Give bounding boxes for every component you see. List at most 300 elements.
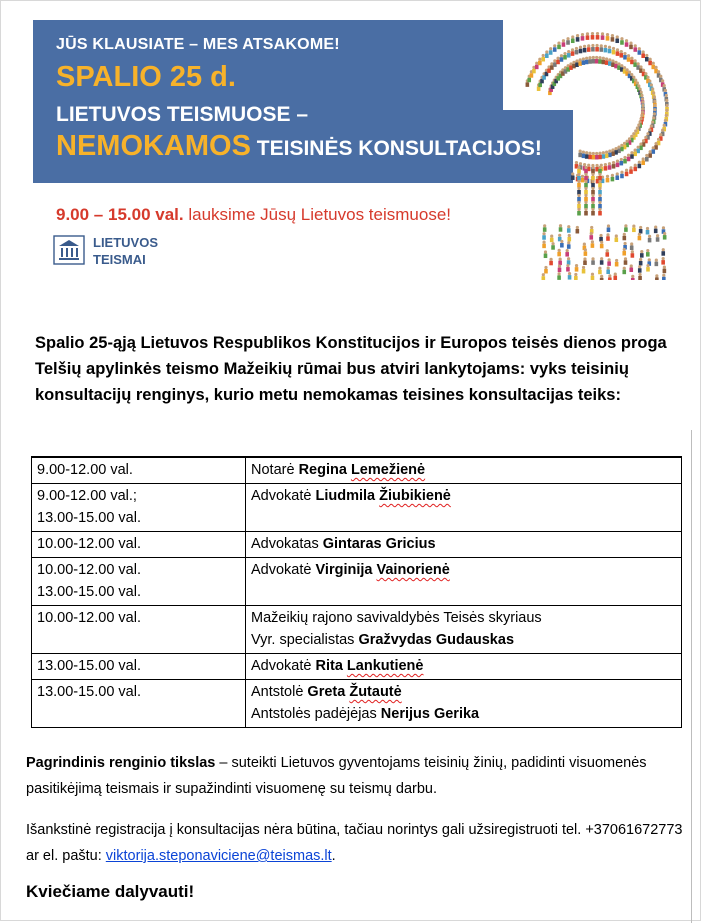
crowd-person-body <box>633 167 637 172</box>
crowd-person-head <box>605 150 608 153</box>
time-cell <box>32 484 246 532</box>
crowd-person-head <box>535 62 538 65</box>
crowd-person-body <box>629 267 633 272</box>
crowd-person-head <box>608 58 611 61</box>
crowd-person-head <box>571 172 574 175</box>
crowd-person-body <box>641 161 645 166</box>
banner-date: SPALIO 25 d. <box>56 61 236 93</box>
crowd-person-body <box>591 169 595 174</box>
crowd-person-head <box>563 52 566 55</box>
crowd-person-body <box>571 51 575 56</box>
crowd-person-head <box>612 161 615 164</box>
crowd-person-head <box>639 120 642 123</box>
crowd-person-head <box>630 151 633 154</box>
crowd-person-head <box>641 104 644 107</box>
crowd-person-body <box>583 48 587 53</box>
crowd-person-body <box>600 278 604 280</box>
crowd-person-head <box>567 241 570 244</box>
crowd-person-head <box>662 248 665 251</box>
crowd-person-head <box>657 70 660 73</box>
crowd-person-body <box>556 60 560 65</box>
table-row <box>32 558 682 606</box>
crowd-person-head <box>611 148 614 151</box>
crowd-person-head <box>608 162 611 165</box>
crowd-person-head <box>637 146 640 149</box>
crowd-person-body <box>551 245 555 250</box>
consultant-name-2: Gražvydas Gudauskas <box>358 632 515 648</box>
crowd-person-head <box>608 258 611 261</box>
crowd-person-body <box>598 190 602 195</box>
crowd-person-body <box>630 245 634 250</box>
consultant-line-1 <box>251 559 676 581</box>
crowd-person-body <box>581 178 585 183</box>
crowd-person-body <box>608 165 612 170</box>
crowd-person-head <box>601 32 604 35</box>
banner-free-consultations <box>56 130 542 163</box>
crowd-person-head <box>544 266 547 269</box>
crowd-person-head <box>663 84 666 87</box>
crowd-person-head <box>577 166 580 169</box>
crowd-person-head <box>645 54 648 57</box>
crowd-person-head <box>652 146 655 149</box>
crowd-person-body <box>563 55 567 60</box>
crowd-person-body <box>655 262 659 267</box>
crowd-person-body <box>591 211 595 216</box>
crowd-person-body <box>526 82 530 87</box>
crowd-person-head <box>654 142 657 145</box>
crowd-person-head <box>575 161 578 164</box>
crowd-person-body <box>557 252 561 257</box>
crowd-person-head <box>620 37 623 40</box>
time-cell <box>32 606 246 654</box>
crowd-person-head <box>648 258 651 261</box>
crowd-person-head <box>641 111 644 114</box>
crowd-person-head <box>606 33 609 36</box>
crowd-person-head <box>606 249 609 252</box>
consultant-cell <box>246 484 682 532</box>
logo-line2: TEISMAI <box>93 252 146 267</box>
crowd-person-head <box>638 161 641 164</box>
crowd-person-body <box>560 57 564 62</box>
crowd-person-head <box>624 257 627 260</box>
crowd-person-body <box>638 276 642 280</box>
crowd-person-body <box>620 174 624 179</box>
crowd-person-head <box>665 104 668 107</box>
crowd-person-head <box>632 76 635 79</box>
crowd-person-head <box>558 249 561 252</box>
time-line-1: 10.00-12.00 val. <box>37 536 141 552</box>
crowd-person-head <box>653 112 656 115</box>
crowd-person-body <box>640 253 644 258</box>
consultant-name-2: Nerijus Gerika <box>380 706 480 722</box>
crowd-person-body <box>620 161 624 166</box>
crowd-person-body <box>576 37 580 42</box>
crowd-person-body <box>611 62 615 67</box>
crowd-person-head <box>595 164 598 167</box>
crowd-person-head <box>542 232 545 235</box>
crowd-person-body <box>527 78 531 83</box>
crowd-person-head <box>659 75 662 78</box>
crowd-person-head <box>617 62 620 65</box>
crowd-person-body <box>579 49 583 54</box>
crowd-person-head <box>544 250 547 253</box>
time-cell <box>32 654 246 680</box>
crowd-person-head <box>648 128 651 131</box>
crowd-person-head <box>611 174 614 177</box>
crowd-person-body <box>616 163 620 168</box>
crowd-person-head <box>617 145 620 148</box>
crowd-person-body <box>550 238 554 243</box>
crowd-person-body <box>616 51 620 56</box>
crowd-person-body <box>654 145 658 150</box>
crowd-person-body <box>559 227 563 232</box>
consultant-role: Advokatė <box>251 562 316 578</box>
crowd-person-body <box>638 164 642 169</box>
crowd-person-body <box>530 73 534 78</box>
crowd-person-head <box>625 39 628 42</box>
crowd-person-body <box>632 228 636 233</box>
crowd-person-body <box>608 153 612 158</box>
crowd-person-body <box>608 277 612 280</box>
crowd-person-body <box>612 50 616 55</box>
time-line-1: 9.00-12.00 val. <box>37 462 133 478</box>
crowd-person-head <box>638 265 641 268</box>
crowd-person-head <box>639 226 642 229</box>
crowd-person-body <box>591 260 595 265</box>
consultant-role: Antstolė <box>251 684 308 700</box>
crowd-person-head <box>575 47 578 50</box>
crowd-person-body <box>606 178 610 183</box>
crowd-person-body <box>630 154 634 159</box>
crowd-person-head <box>648 235 651 238</box>
crowd-person-head <box>584 194 587 197</box>
crowd-person-body <box>598 155 602 160</box>
table-row <box>32 484 682 532</box>
crowd-person-body <box>571 175 575 180</box>
table-row <box>32 457 682 484</box>
crowd-person-head <box>577 208 580 211</box>
crowd-person-body <box>625 42 629 47</box>
crowd-person-body <box>625 172 629 177</box>
crowd-person-body <box>614 150 618 155</box>
crowd-person-head <box>571 35 574 38</box>
consultant-line-1 <box>251 607 676 629</box>
consultant-first-name: Virginija <box>315 562 377 578</box>
crowd-person-body <box>598 270 602 275</box>
time-cell <box>32 532 246 558</box>
crowd-person-body <box>604 48 608 53</box>
consultant-surname: Lankutienė <box>346 658 424 674</box>
crowd-person-head <box>653 96 656 99</box>
crowd-person-body <box>562 42 566 47</box>
crowd-person-head <box>629 42 632 45</box>
crowd-person-body <box>608 61 612 66</box>
crowd-person-head <box>557 42 560 45</box>
crowd-person-body <box>577 190 581 195</box>
crowd-person-body <box>574 276 578 280</box>
crowd-person-body <box>558 268 562 273</box>
crowd-person-body <box>587 47 591 52</box>
crowd-person-body <box>591 243 595 248</box>
crowd-person-head <box>627 154 630 157</box>
crowd-person-head <box>607 224 610 227</box>
time-cell <box>32 558 246 606</box>
crowd-person-body <box>648 61 652 66</box>
crowd-person-body <box>615 238 619 243</box>
crowd-person-head <box>576 226 579 229</box>
crowd-person-body <box>575 50 579 55</box>
crowd-person-body <box>623 236 627 241</box>
crowd-person-body <box>648 153 652 158</box>
banner-hours <box>56 205 451 225</box>
consultant-line-1 <box>251 459 676 481</box>
crowd-person-body <box>582 60 586 65</box>
registration-text: Išankstinė registracija į konsultacijas nėra būtina, tačiau norintys gali užsiregistruoti tel. +37061672773 ar el. paštu: <box>26 822 683 864</box>
crowd-person-head <box>558 265 561 268</box>
crowd-person-body <box>537 86 541 91</box>
crowd-person-body <box>567 244 571 249</box>
crowd-person-head <box>640 114 643 117</box>
crowd-person-head <box>608 274 611 277</box>
crowd-person-head <box>616 160 619 163</box>
crowd-person-head <box>623 142 626 145</box>
crowd-person-body <box>648 238 652 243</box>
crowd-person-head <box>598 173 601 176</box>
crowd-person-head <box>579 162 582 165</box>
crowd-person-head <box>598 187 601 190</box>
crowd-person-head <box>553 59 556 62</box>
email-link[interactable]: viktorija.steponaviciene@teismas.lt <box>105 848 332 864</box>
crowd-person-head <box>620 158 623 161</box>
crowd-person-head <box>566 264 569 267</box>
crowd-person-head <box>627 54 630 57</box>
consultant-surname: Žiubikienė <box>379 488 451 504</box>
crowd-person-head <box>634 59 637 62</box>
crowd-person-head <box>591 173 594 176</box>
crowd-person-body <box>598 197 602 202</box>
crowd-person-head <box>639 258 642 261</box>
crowd-person-body <box>663 269 667 274</box>
crowd-person-head <box>581 175 584 178</box>
crowd-person-body <box>599 47 603 52</box>
crowd-person-head <box>646 264 649 267</box>
crowd-person-head <box>608 46 611 49</box>
crowd-person-body <box>633 152 637 157</box>
crowd-person-head <box>591 194 594 197</box>
consultant-first-name: Rita <box>315 658 347 674</box>
banner-free-word: NEMOKAMOS <box>56 130 251 162</box>
consultant-line-1 <box>251 485 676 507</box>
consultant-line-2 <box>251 629 676 651</box>
crowd-person-body <box>615 262 619 267</box>
crowd-person-head <box>615 259 618 262</box>
crowd-person-head <box>560 54 563 57</box>
crowd-person-body <box>598 176 602 181</box>
crowd-person-head <box>611 59 614 62</box>
crowd-person-body <box>591 183 595 188</box>
crowd-person-head <box>566 37 569 40</box>
crowd-person-head <box>583 45 586 48</box>
table-row <box>32 532 682 558</box>
crowd-person-body <box>613 276 617 280</box>
crowd-person-body <box>572 64 576 69</box>
banner-header: JŪS KLAUSIATE – MES ATSAKOME! <box>56 36 340 53</box>
crowd-person-head <box>620 50 623 53</box>
crowd-person-head <box>579 150 582 153</box>
crowd-person-body <box>651 149 655 154</box>
crowd-person-head <box>653 104 656 107</box>
consultant-first-name: Regina <box>298 462 351 478</box>
crowd-person-body <box>578 153 582 158</box>
crowd-person-head <box>651 120 654 123</box>
crowd-person-head <box>614 147 617 150</box>
crowd-person-body <box>577 204 581 209</box>
crowd-person-body <box>566 267 570 272</box>
crowd-person-head <box>653 108 656 111</box>
crowd-person-body <box>598 183 602 188</box>
crowd-person-head <box>543 224 546 227</box>
crowd-person-head <box>598 180 601 183</box>
crowd-person-body <box>577 176 581 181</box>
time-line-1: 13.00-15.00 val. <box>37 684 141 700</box>
crowd-person-body <box>576 229 580 234</box>
crowd-person-body <box>646 230 650 235</box>
crowd-person-head <box>665 99 668 102</box>
consultant-role: Mažeikių rajono savivaldybės Teisės skyriaus <box>251 610 542 626</box>
crowd-person-head <box>646 249 649 252</box>
crowd-person-head <box>665 94 668 97</box>
consultant-line-2 <box>251 703 676 725</box>
crowd-person-body <box>646 267 650 272</box>
crowd-person-head <box>598 166 601 169</box>
crowd-person-body <box>553 47 557 52</box>
crowd-person-head <box>599 234 602 237</box>
consultant-cell <box>246 606 682 654</box>
time-line-1: 13.00-15.00 val. <box>37 658 141 674</box>
logo-text <box>93 234 158 268</box>
crowd-person-head <box>588 152 591 155</box>
crowd-person-head <box>638 233 641 236</box>
crowd-person-head <box>623 267 626 270</box>
crowd-person-body <box>545 53 549 58</box>
crowd-person-body <box>542 235 546 240</box>
crowd-person-body <box>591 197 595 202</box>
crowd-person-body <box>598 169 602 174</box>
consultant-role: Advokatė <box>251 488 316 504</box>
banner-free-rest: TEISINĖS KONSULTACIJOS! <box>250 137 542 160</box>
time-cell <box>32 457 246 484</box>
crowd-person-head <box>604 163 607 166</box>
crowd-person-body <box>630 60 634 65</box>
crowd-person-head <box>567 225 570 228</box>
crowd-person-head <box>598 152 601 155</box>
crowd-person-head <box>568 272 571 275</box>
crowd-person-body <box>560 243 564 248</box>
crowd-person-head <box>637 62 640 65</box>
crowd-person-body <box>591 204 595 209</box>
registration-paragraph <box>26 817 686 869</box>
crowd-person-head <box>606 233 609 236</box>
crowd-person-head <box>584 208 587 211</box>
crowd-person-head <box>590 226 593 229</box>
consultant-surname: Vainorienė <box>376 562 450 578</box>
crowd-person-body <box>598 211 602 216</box>
consultant-role-2: Antstolės padėjėjas <box>251 706 381 722</box>
crowd-person-body <box>623 55 627 60</box>
crowd-person-body <box>567 228 571 233</box>
crowd-person-head <box>623 242 626 245</box>
crowd-person-head <box>559 258 562 261</box>
crowd-person-body <box>611 152 615 157</box>
crowd-person-body <box>585 154 589 159</box>
crowd-person-head <box>639 142 642 145</box>
crowd-person-head <box>542 54 545 57</box>
crowd-person-body <box>627 57 631 62</box>
crowd-person-head <box>604 45 607 48</box>
crowd-person-body <box>620 40 624 45</box>
crowd-person-head <box>577 194 580 197</box>
crowd-person-head <box>576 34 579 37</box>
crowd-person-head <box>582 150 585 153</box>
crowd-person-head <box>600 44 603 47</box>
crowd-person-head <box>663 124 666 127</box>
crowd-person-body <box>638 50 642 55</box>
crowd-person-head <box>645 154 648 157</box>
crowd-person-body <box>622 270 626 275</box>
crowd-person-head <box>646 132 649 135</box>
crowd-person-head <box>634 129 637 132</box>
crowd-person-head <box>569 62 572 65</box>
crowd-person-head <box>574 273 577 276</box>
crowd-person-head <box>662 257 665 260</box>
time-line-2: 13.00-15.00 val. <box>37 584 141 600</box>
crowd-person-body <box>538 61 542 66</box>
crowd-person-body <box>595 155 599 160</box>
crowd-person-head <box>605 57 608 60</box>
crowd-person-body <box>591 276 595 280</box>
crowd-person-head <box>663 266 666 269</box>
crowd-person-head <box>600 275 603 278</box>
crowd-person-head <box>650 83 653 86</box>
crowd-person-body <box>543 227 547 232</box>
crowd-person-body <box>584 190 588 195</box>
crowd-person-body <box>577 183 581 188</box>
crowd-person-body <box>567 53 571 58</box>
crowd-person-head <box>614 61 617 64</box>
crowd-person-head <box>551 242 554 245</box>
crowd-person-body <box>607 261 611 266</box>
courthouse-logo-icon <box>53 235 85 265</box>
crowd-person-head <box>591 201 594 204</box>
crowd-person-body <box>598 59 602 64</box>
crowd-person-body <box>656 237 660 242</box>
crowd-person-body <box>599 237 603 242</box>
crowd-person-head <box>577 187 580 190</box>
crowd-person-body <box>605 60 609 65</box>
margin-rule <box>691 430 692 923</box>
crowd-person-head <box>584 201 587 204</box>
crowd-person-head <box>663 232 666 235</box>
crowd-person-body <box>557 275 561 280</box>
crowd-person-body <box>558 261 562 266</box>
crowd-person-body <box>646 252 650 257</box>
crowd-person-head <box>632 224 635 227</box>
crowd-person-head <box>606 175 609 178</box>
crowd-person-head <box>577 180 580 183</box>
crowd-person-head <box>591 273 594 276</box>
crowd-person-head <box>653 100 656 103</box>
crowd-person-body <box>591 35 595 40</box>
